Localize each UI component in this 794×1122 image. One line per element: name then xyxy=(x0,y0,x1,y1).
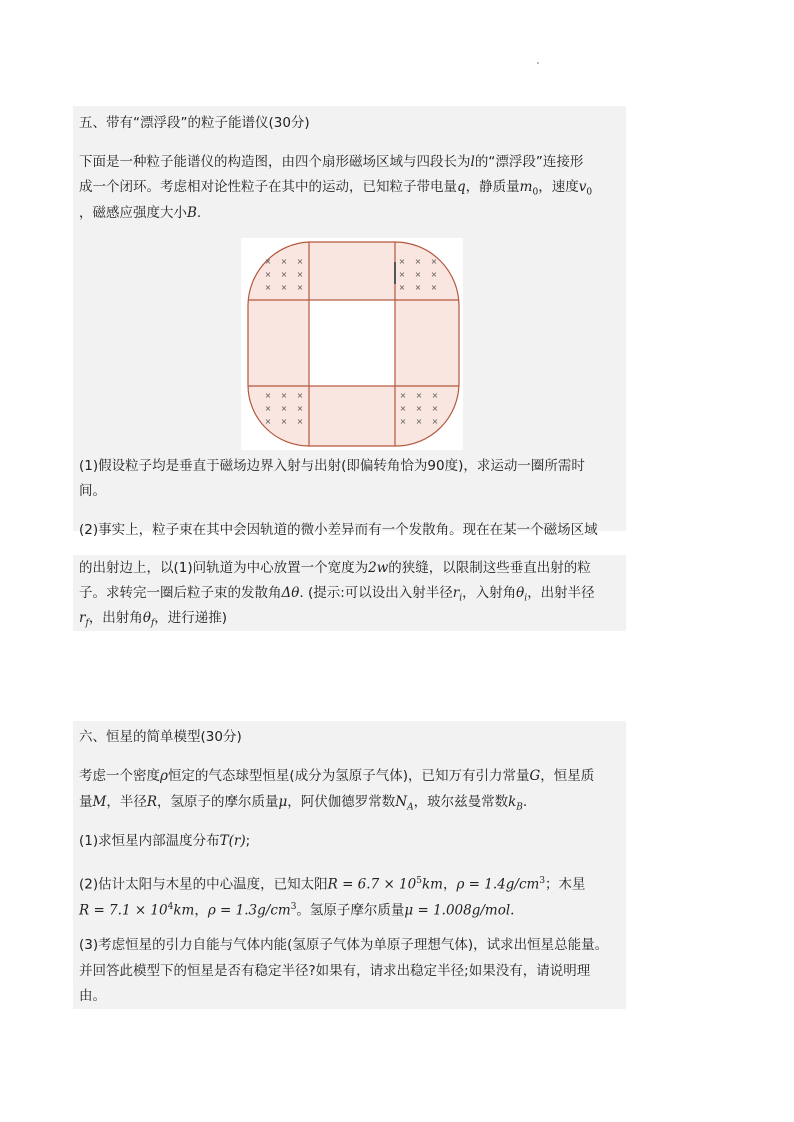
center-void xyxy=(309,300,395,386)
field-mark: × xyxy=(280,283,288,292)
section-6-q3-line-3: 由。 xyxy=(79,988,106,1004)
field-mark: × xyxy=(398,283,406,292)
section-6-heading: 六、恒星的简单模型(30分) xyxy=(79,729,242,745)
field-mark: × xyxy=(264,257,272,266)
section-5-q2-line-2: 的出射边上，以(1)问轨道为中心放置一个宽度为2w的狭缝，以限制这些垂直出射的粒 xyxy=(79,560,591,576)
section-5-q2-line-4: $r_f$，出射角$\theta_f$，进行递推) xyxy=(79,610,228,629)
field-mark: × xyxy=(431,417,439,426)
field-mark: × xyxy=(415,391,423,400)
section-6-panel xyxy=(73,721,626,1009)
field-mark: × xyxy=(296,391,304,400)
field-mark: × xyxy=(398,270,406,279)
field-mark: × xyxy=(414,257,422,266)
section-5-q1-line-1: (1)假设粒子均是垂直于磁场边界入射与出射(即偏转角恰为90度)，求运动一圈所需时 xyxy=(79,458,585,474)
field-mark: × xyxy=(414,283,422,292)
field-mark: × xyxy=(264,283,272,292)
field-mark: × xyxy=(296,283,304,292)
section-6-q2-line-2: $R = 7.1 \times 10^4km$，$\rho = 1.3g/cm^3$。氢原子摩尔质量μ = 1.008g/mol. xyxy=(79,902,515,919)
section-6-intro-line-2: 量M，半径R，氢原子的摩尔质量μ，阿伏伽德罗常数$N_A$，玻尔兹曼常数$k_B$. xyxy=(79,794,528,813)
field-mark: × xyxy=(296,270,304,279)
section-6-q3-line-1: (3)考虑恒星的引力自能与气体内能(氢原子气体为单原子理想气体)，试求出恒星总能量。 xyxy=(79,937,609,953)
field-mark: × xyxy=(296,417,304,426)
section-5-q2-line-3: 子。求转完一圈后粒子束的发散角Δθ. (提示:可以设出入射半径$r_i$，入射角$\theta_i$，出射半径 xyxy=(79,585,595,604)
section-5-intro-line-1: 下面是一种粒子能谱仪的构造图，由四个扇形磁场区域与四段长为l的“漂浮段”连接形 xyxy=(79,154,584,170)
field-mark: × xyxy=(431,404,439,413)
field-mark: × xyxy=(296,257,304,266)
field-mark: × xyxy=(264,417,272,426)
field-mark: × xyxy=(415,417,423,426)
field-mark: × xyxy=(430,270,438,279)
field-mark: × xyxy=(430,283,438,292)
field-mark: × xyxy=(414,270,422,279)
field-mark: × xyxy=(399,404,407,413)
field-mark: × xyxy=(264,391,272,400)
field-mark: × xyxy=(415,404,423,413)
section-6-intro-line-1: 考虑一个密度ρ恒定的气态球型恒星(成分为氢原子气体)，已知万有引力常量G，恒星质 xyxy=(79,768,595,784)
section-6-q3-line-2: 并回答此模型下的恒星是否有稳定半径?如果有，请求出稳定半径;如果没有，请说明理 xyxy=(79,963,591,979)
field-mark: × xyxy=(431,391,439,400)
section-5-q1-line-2: 间。 xyxy=(79,483,106,499)
section-5-q2-line-1: (2)事实上，粒子束在其中会因轨道的微小差异而有一个发散角。现在在某一个磁场区域 xyxy=(79,522,598,538)
field-mark: × xyxy=(430,257,438,266)
section-5-heading: 五、带有“漂浮段”的粒子能谱仪(30分) xyxy=(79,115,310,131)
section-6-q1: (1)求恒星内部温度分布T(r); xyxy=(79,833,251,849)
spectrometer-svg xyxy=(241,238,463,450)
section-6-q2-line-1: (2)估计太阳与木星的中心温度，已知太阳$R = 6.7 \times 10^5km$，$\rho = 1.4g/cm^3$；木星 xyxy=(79,876,586,893)
field-mark: × xyxy=(264,270,272,279)
field-mark: × xyxy=(398,257,406,266)
field-mark: × xyxy=(264,404,272,413)
section-5-intro-line-3: ，磁感应强度大小B. xyxy=(79,205,202,221)
field-mark: × xyxy=(280,270,288,279)
spectrometer-diagram xyxy=(241,238,463,450)
field-mark: × xyxy=(280,404,288,413)
field-mark: × xyxy=(296,404,304,413)
field-mark: × xyxy=(280,257,288,266)
section-5-intro-line-2: 成一个闭环。考虑相对论性粒子在其中的运动，已知粒子带电量q，静质量$m_0$，速度$v_0$ xyxy=(79,179,593,198)
section-5-panel-continued xyxy=(73,555,626,631)
field-mark: × xyxy=(280,417,288,426)
field-mark: × xyxy=(399,391,407,400)
stray-dot xyxy=(537,62,539,64)
field-mark: × xyxy=(280,391,288,400)
field-mark: × xyxy=(399,417,407,426)
